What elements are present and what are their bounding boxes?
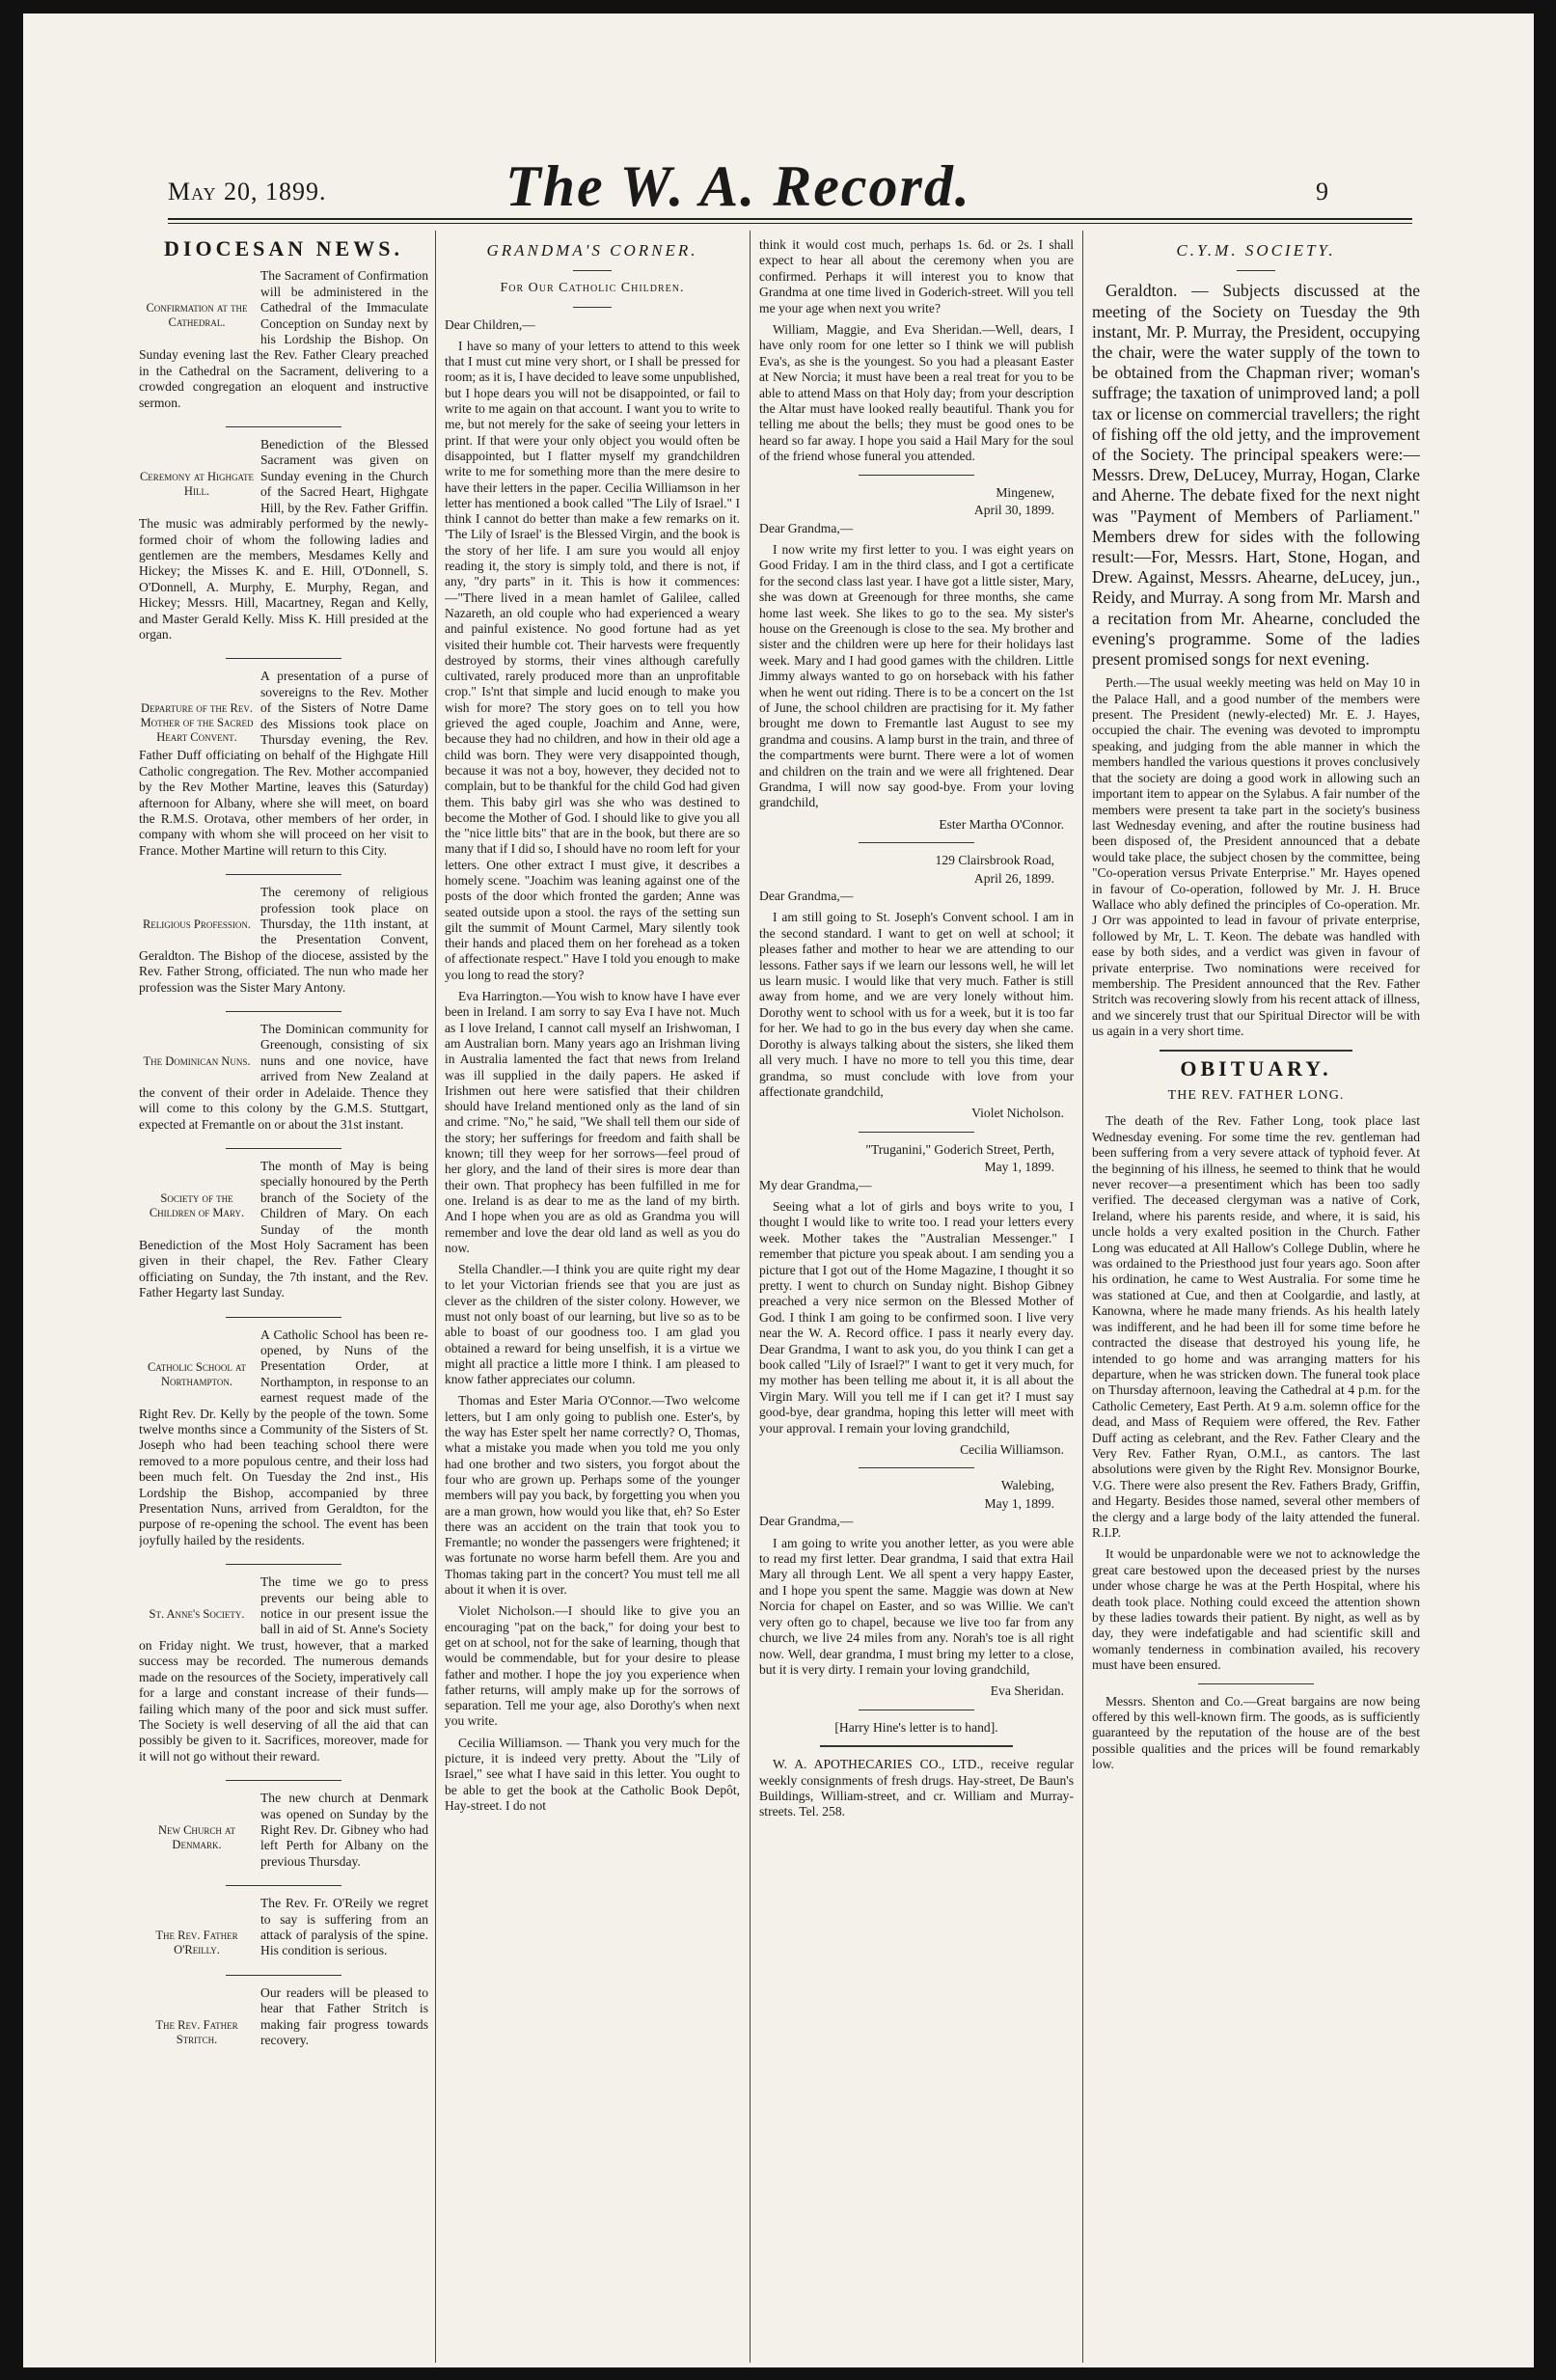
letter-date: May 1, 1899. xyxy=(984,1495,1054,1511)
paragraph: William, Maggie, and Eva Sheridan.—Well, dears, I have only room for one letter so I think we will publish Eva's, as she is the youngest. So you had a pleasant Easter at New Norcia; it must have been a real treat for you to be able to attend Mass on that Holy day; from your description the Altar must have looked really beautiful. Thank you for telling me about the bells; they must be good ones to be heard so far away. I hope you said a Hail Mary for the soul of the friend whose funeral you attended. xyxy=(759,322,1074,464)
side-heading: Confirmation at the Cathedral. xyxy=(146,301,248,330)
separator xyxy=(859,1132,974,1133)
editor-note: [Harry Hine's letter is to hand]. xyxy=(834,1719,998,1735)
column-cym-society xyxy=(1092,237,1420,2360)
separator xyxy=(226,1564,341,1565)
letter xyxy=(759,485,1074,834)
column-divider xyxy=(1082,231,1083,2363)
news-item xyxy=(139,1574,428,1770)
paragraph: Thomas and Ester Maria O'Connor.—Two welcome letters, but I am only going to publish one. Ester's, by the way has Ester spelt her name correctly? O, Thomas, what a mistake you made when you told me you only had one brother and two sisters, you forgot about the four who are grown up. Perhaps some of the younger members will pay you back, by forgetting you when you are a man grown, how would you like that, eh? So Ester there was an accident on the train that took you to Fremantle; no wonder the passengers were frightened; it was fortunate no worse harm befell them. Are you and Thomas taking part in the concert? You must tell me all about it when it is over. xyxy=(445,1393,740,1598)
side-heading: Departure of the Rev. Mother of the Sacred Heart Convent. xyxy=(140,701,254,745)
side-heading: Catholic School at Northampton. xyxy=(147,1359,247,1388)
letter-salutation: Dear Grandma,— xyxy=(759,1514,854,1529)
separator xyxy=(573,307,612,308)
letter-date: May 1, 1899. xyxy=(984,1160,1054,1175)
page-number: 9 xyxy=(1316,178,1328,205)
news-text: The Dominican community for Greenough, consisting of six nuns and one novice, have arrived from New Zealand at the convent of their order in Adelaide. Thence they will come to this colony by the G.M.S. Stuttgart, expected at Fremantle on or about the 31st instant. xyxy=(139,1022,428,1132)
side-heading: Society of the Children of Mary. xyxy=(149,1190,245,1219)
separator xyxy=(226,1780,341,1781)
news-text: The new church at Denmark was opened on Sunday by the Right Rev. Dr. Gibney who had left Perth for Albany on the previous Thursday. xyxy=(260,1791,428,1869)
separator xyxy=(1237,270,1275,271)
separator xyxy=(226,1148,341,1149)
news-item xyxy=(139,669,428,864)
section-subheading: For Our Catholic Children. xyxy=(500,281,685,296)
paragraph: Perth.—The usual weekly meeting was held on May 10 in the Palace Hall, and a good number of the members were present. The President (newly-elected) Mr. E. J. Hayes, occupied the chair. The evening was devoted to impromptu speaking, and judging from the able manner in which the members handled the various questions it proves conclusively that the society are doing a good work in allowing such an important item to appear on the Sylabus. A fair number of the members were present ta take part in the society's business last Wednesday evening, and after the routine business had been disposed of, the President announced that a debate would take place, the subject chosen by the committee, being "Co-operation versus Private Enterprise." Mr. Hayes opened in favour of Co-operation, followed by Mr. J. H. Bruce Wallace who ably defined the principles of Co-operation. Mr. J Orr was appointed to lead in favour of private enterprise, followed by Mr, L. T. Keon. The debate was handled with ease by both sides, and a verdict was given in favour of private enterprise. Two nominations were received for membership. The President announced that the Rev. Father Stritch was recovering slowly from his recent attack of illness, and we sincerely trust that our Spiritual Director will be with us again in a very short time. xyxy=(1092,675,1420,1039)
letter-body: I am still going to St. Joseph's Convent school. I am in the second standard. I want to get on well at school; it pleases father and mother to hear we are attending to our lessons. Father says if we learn our lessons well, he will let us learn music. I would like that very much. Father is still away from home, and we are very lonely without him. Dorothy went to school with us for a week, but it is too far for her. We had to go in the bus every day when she came. Dorothy is always talking about the sisters, she liked them all very much. I have no more to tell you this time, dear grandma, so must conclude with love from your affectionate grandchild, xyxy=(759,910,1074,1099)
separator xyxy=(573,270,612,271)
side-heading: New Church at Denmark. xyxy=(157,1823,236,1852)
side-heading: The Rev. Father O'Reilly. xyxy=(155,1929,238,1957)
advertisement: Messrs. Shenton and Co.—Great bargains are now being offered by this well-known firm. The goods, as is sufficiently guaranteed by the reputation of the house are of the best possible qualities and the prices will be found remarkably low. xyxy=(1092,1693,1420,1772)
letter-place: Walebing, xyxy=(1000,1478,1054,1493)
column-divider xyxy=(435,231,436,2363)
header-rule xyxy=(168,218,1412,220)
section-heading: C.Y.M. SOCIETY. xyxy=(1176,241,1336,260)
news-text: The month of May is being specially honoured by the Perth branch of the Society of the Children of Mary. On each Sunday of the month Benediction of the Most Holy Sacrament has been given in their chapel, the Rev. Father Cleary officiating on Sunday, the 7th instant, and the Rev. Father Hegarty last Sunday. xyxy=(139,1158,428,1300)
news-item xyxy=(139,1327,428,1555)
letter xyxy=(759,853,1074,1122)
letter-date: April 26, 1899. xyxy=(973,870,1054,886)
news-item xyxy=(139,1791,428,1875)
letter-signature: Cecilia Williamson. xyxy=(960,1442,1064,1458)
separator xyxy=(226,874,341,875)
side-heading: The Rev. Father Stritch. xyxy=(155,2017,238,2046)
side-heading: The Dominican Nuns. xyxy=(143,1054,251,1069)
separator xyxy=(859,842,974,843)
letter-signature: Ester Martha O'Connor. xyxy=(939,816,1064,832)
side-heading: Ceremony at Highgate Hill. xyxy=(139,470,255,499)
letter-signature: Violet Nicholson. xyxy=(971,1106,1064,1121)
paragraph: Stella Chandler.—I think you are quite right my dear to let your Victorian friends see that you are just as clever as the children of the sister colony. However, we must not only boast of our learning, but live so as to be able to boast of our goodness too. I am glad you obtained a reward for being unselfish, it is a virtue we might all practice a little more I think. I am pleased to know father appreciates our column. xyxy=(445,1262,740,1387)
letter-salutation: My dear Grandma,— xyxy=(759,1177,872,1192)
separator xyxy=(859,475,974,476)
letter-salutation: Dear Grandma,— xyxy=(759,889,854,904)
header-rule-thin xyxy=(168,223,1412,224)
salutation: Dear Children,— xyxy=(445,316,535,332)
paragraph: Violet Nicholson.—I should like to give you an encouraging "pat on the back," for doing your best to get on at school, not for the sake of learning, though that would be commendable, but for your desire to please father and mother. I hope the joy you experience when father returns, will amply make up for the sorrows of separation. Tell me your age, also Dorothy's when next you write. xyxy=(445,1603,740,1729)
news-item xyxy=(139,1985,428,2055)
news-item xyxy=(139,1896,428,1965)
side-heading: Religious Profession. xyxy=(142,917,252,932)
column-letters xyxy=(759,237,1074,2360)
letter-body: I now write my first letter to you. I was eight years on Good Friday. I am in the third class, and I got a certificate for the second class last year. I have got a little sister, Mary, she was down at Greenough for three months, she came home last week. She likes to go to the sea. My sister's house on the Greenough is close to the sea. My brother and sister and the children were up here for their holidays last week. Mary and I had good games with the children. Little Jimmy always wanted to go on horseback with his father when he went out riding. There is to be a concert on the 1st of June, the school children are practising for it. My father brought me down to Fremantle last August to see my grandma and cousins. A lamp burst in the train, and three of the compartments were burnt. There were a lot of women and children on the train and we were all frightened. Dear Grandma, I will now say good-bye. From your loving grandchild, xyxy=(759,541,1074,810)
column-divider xyxy=(750,231,751,2363)
news-text: The time we go to press prevents our being able to notice in our present issue the ball in aid of St. Anne's Society on Friday night. We trust, however, that a marked success may be recorded. The numerous demands made on the resources of the Society, imperatively call for a large and constant increase of their funds—failing which many of the poor and sick must suffer. The Society is well deserving of all the aid that can possibly be given to it. Sacrifices, moreover, made for it will not go without their reward. xyxy=(139,1574,428,1764)
advertisement: W. A. APOTHECARIES CO., LTD., receive regular weekly consignments of fresh drugs. Hay-street, De Baun's Buildings, William-street, and cr. William and Murray-streets. Tel. 258. xyxy=(759,1757,1074,1819)
newspaper-page xyxy=(23,14,1534,2367)
news-text: A presentation of a purse of sovereigns to the Rev. Mother of the Sisters of Notre Dame des Missions took place on Thursday evening, the Rev. Father Duff officiating on behalf of the Highgate Hill Catholic congregation. The Rev. Mother accompanied by the Rev Mother Martine, leaves this (Saturday) afternoon for Albany, where she will meet, on board the R.M.S. Orotava, other members of her order, in company with whom she will proceed on her visit to France. Mother Martine will return to this City. xyxy=(139,669,428,858)
news-item xyxy=(139,1022,428,1138)
separator-thick xyxy=(1160,1050,1352,1052)
news-text: The Sacrament of Confirmation will be administered in the Cathedral of the Immaculate Conception on Sunday next by his Lordship the Bishop. On Sunday evening last the Rev. Father Cleary preached in the Cathedral on the Sacrament, delivering to a crowded congregation an eloquent and instructive sermon. xyxy=(139,268,428,410)
news-item xyxy=(139,268,428,417)
letter-body: I am going to write you another letter, as you were able to read my first letter. Dear grandma, I said that extra Hail Mary all through Lent. We all spent a very happy Easter, and I hope you spent the same. Maggie was down at New Norcia for chapel on Easter, and so was Willie. We can't very often go to chapel, because we live too far from any church, we live 24 miles from any. Norah's toe is all right now. Well, dear grandma, I must bring my letter to a close, but it is very dirty. I remain your loving grandchild, xyxy=(759,1535,1074,1677)
letter-salutation: Dear Grandma,— xyxy=(759,520,854,535)
news-item xyxy=(139,437,428,648)
news-text: Our readers will be pleased to hear that Father Stritch is making fair progress towards recovery. xyxy=(260,1984,428,2047)
letter-place: 129 Clairsbrook Road, xyxy=(935,853,1054,868)
paragraph: think it would cost much, perhaps 1s. 6d. or 2s. I shall expect to hear all about the ceremony when you are confirmed. Perhaps it will interest you to know that Grandma at one time lived in Goderich-street. Will you tell me your age when next you write? xyxy=(759,237,1074,315)
paragraph: Cecilia Williamson. — Thank you very much for the picture, it is indeed very pretty. About the "Lily of Israel," see what I have said in this letter. You ought to be able to get the book at the Catholic Book Depôt, Hay-street. I do not xyxy=(445,1735,740,1813)
section-heading: DIOCESAN NEWS. xyxy=(164,237,403,260)
issue-date: May 20, 1899. xyxy=(168,178,327,205)
section-heading: GRANDMA'S CORNER. xyxy=(486,241,698,260)
paragraph: Eva Harrington.—You wish to know have I have ever been in Ireland. I am sorry to say Eva I have not. Much as I love Ireland, I cannot call myself an Irishwoman, I am Australian born. Many years ago an Irishman living in Australia lamented the fact that news from Ireland was ill supplied in the daily papers. He asked if Irishmen out here were satisfied that their children should have Ireland mentioned only as the land of sin and crime. "No," he said, "We shall tell them our side of the story; her sufferings for freedom and faith shall be known; till they weep for her sorrows—feel proud of her glory, and the land of their sires is more dear than their own. That prophecy has been fulfilled in me for one. Ireland is as dear to me as the land of my birth. And I hope when you are as old as Grandma you will remember and love the dear old land as well as you do now. xyxy=(445,989,740,1255)
letter xyxy=(759,1142,1074,1459)
column-diocesan-news xyxy=(139,237,428,2360)
news-item xyxy=(139,885,428,1001)
side-heading: St. Anne's Society. xyxy=(149,1607,245,1622)
separator xyxy=(226,1317,341,1318)
separator-thick xyxy=(820,1745,1013,1747)
separator xyxy=(226,1885,341,1886)
paragraph: It would be unpardonable were we not to acknowledge the great care bestowed upon the deceased priest by the nurses under whose charge he was at the Perth Hospital, where his death took place. Nothing could exceed the attention shown by these ladies towards their patient. By night, as well as by day, they were indefatigable and had scientific skill and womanly tenderness in combination availed, his recovery must have been ensured. xyxy=(1092,1546,1420,1673)
separator xyxy=(226,426,341,427)
letter-date: April 30, 1899. xyxy=(973,503,1054,518)
section-subheading: THE REV. FATHER LONG. xyxy=(1167,1088,1345,1104)
column-grandmas-corner xyxy=(445,237,740,2360)
news-text: The Rev. Fr. O'Reily we regret to say is suffering from an attack of paralysis of the spine. His condition is serious. xyxy=(260,1896,428,1958)
separator xyxy=(226,1975,341,1976)
separator xyxy=(859,1467,974,1468)
paragraph: I have so many of your letters to attend to this week that I must cut mine very short, or I shall be pressed for room; as it is, I have decided to leave some unpublished, but I hope dears you will not be disappointed, or fail to write to me again on that account. I want you to write to me, but not merely for the sake of seeing your letters in print. If that were your only object you would often be disappointed, but I flatter myself my grandchildren write to me for something more than the mere desire to have their letters in the paper. Cecilia Williamson in her letter has mentioned a book called "The Lily of Israel." I think I cannot do better than make a few remarks on it. 'The Lily of Israel' is the Blessed Virgin, and the book is the story of her life. I am sure you would all enjoy reading it, the story is simply told, and there is not, if any, "dry parts" in it. This is how it commences:—"There lived in a mean hamlet of Galilee, called Nazareth, an old couple who had experienced a weary and painful existence. No good fortune had as yet visited their humble cot. Their harvests were frequently destroyed by storms, their vines although carefully cultivated, rarely produced more than an unprofitable crop." Is'nt that simple and lucid enough to make you wish for more? The story goes on to tell you how grieved the aged couple, Joachim and Anne, were, because they had no children, and how in their old age a child was born. They were very disappointed though, because it was not a boy, however, they decided not to complain, but to be thankful for the child God had given them. This baby girl was she who was destined to become the Mother of God. I should like to give you all the "nice little bits" that are in the book, but there are so many that if I did so, I should have no room left for your letters. One other extract I must give, it describes a homely scene. "Joachim was leaning against one of the posts of the door which fronted the garden; Anne was seated outside upon a stool. the rays of the setting sun gilt the summit of Mount Carmel, Mary silently took their hands and placed them on her forehead as a token of affectionate respect." Have I told you enough to make you long to read the story? xyxy=(445,338,740,982)
letter-place: Mingenew, xyxy=(996,484,1054,500)
section-heading: OBITUARY. xyxy=(1180,1055,1332,1081)
letter xyxy=(759,1478,1074,1699)
separator xyxy=(1198,1683,1314,1684)
letter-place: "Truganini," Goderich Street, Perth, xyxy=(865,1141,1054,1157)
news-text: A Catholic School has been re-opened, by Nuns of the Presentation Order, at Northampton, in response to an earnest request made of the Right Rev. Dr. Kelly by the people of the town. Some twelve months since a Community of the Sisters of St. Joseph who had been teaching school there were removed to a more populous centre, and their loss had been much felt. On Tuesday the 2nd inst., His Lordship the Bishop, accompanied by three Presentation Nuns, arrived from Geraldton, for the purpose of re-opening the school. The event has been joyfully hailed by the residents. xyxy=(139,1327,428,1547)
masthead-title: The W. A. Record. xyxy=(505,154,971,218)
separator xyxy=(226,1011,341,1012)
paragraph: The death of the Rev. Father Long, took place last Wednesday evening. For some time the rev. gentleman had been suffering from a very severe attack of typhoid fever. At the beginning of his illness, he seemed to think that he would never recover—a presentiment which has been too sadly verified. The deceased clergyman was a native of Cork, Ireland, where his parents reside, and where, it is said, his uncle holds a very exalted position in the Church. Father Long was educated at All Hallow's College Dublin, where he was ordained to the Priesthood just four years ago. Soon after his ordination, he came to West Australia. For some time he was stationed at Cue, and then at Coolgardie, and lastly, at Kanowna, where he made many friends. As his health lately was indifferent, and he had been ill for some time before he contracted the disease that destroyed his young life, he intended to go home and was arranging matters for his departure, when he was stricken down. The funeral took place on Thursday afternoon, leaving the Cathedral at 4 p.m. for the Catholic Cemetery, East Perth. At 9 a.m. solemn office for the dead, and Mass of Requiem were offered, the Rev. Father Duff acting as celebrant, and the Rev. Father Cleary and the Very Rev. Father Ryan, O.M.I., as cantors. The last absolutions were given by the Right Rev. Monsignor Bourke, V.G. There were also present the Rev. Fathers Brady, Griffin, and Hegarty. Besides those named, several other members of the clergy and a large body of the laity attended the funeral. R.I.P. xyxy=(1092,1113,1420,1540)
letter-body: Seeing what a lot of girls and boys write to you, I thought I would like to write too. I read your letters every week. Mother takes the "Australian Messenger." I remember that picture you speak about. I am sending you a picture that I got out of the Home Magazine, I thought it so pretty. I went to church on Sunday night. Bishop Gibney preached a very nice sermon on the Blessed Mother of God. I think I am going to be confirmed soon. I live very near the W. A. Record office. I pass it nearly every day. Dear Grandma, I want to ask you, do you think I can get a book called "Lily of Israel?" I want to get it very much, for my mother has been telling me about it, it is all about the Virgin Mary. Will you tell me if I can get it? I must say good-bye, dear grandma, hoping this letter will meet with your approval. I remain your loving grandchild, xyxy=(759,1198,1074,1436)
news-item xyxy=(139,1159,428,1307)
paragraph: Geraldton. — Subjects discussed at the meeting of the Society on Tuesday the 9th instant, Mr. P. Murray, the President, occupying the chair, were the water supply of the town to be obtained from the Chapman river; woman's suffrage; the taxation of unimproved land; a poll tax or license on commercial travellers; the right of fishing off the old jetty, and the improvement of the Society. The principal speakers were:—Messrs. Drew, DeLucey, Murray, Hogan, Clarke and Aherne. The debate fixed for the next night was "Payment of Members of Parliament." Members drew for sides with the following result:—For, Messrs. Hart, Stone, Hogan, and Drew. Against, Messrs. Ahearne, deLucey, jun., Reidy, and Murray. A song from Mr. Marsh and a recitation from Mr. Ahearne, concluded the evening's programme. Some of the ladies present promised songs for next evening. xyxy=(1092,281,1420,670)
separator xyxy=(226,658,341,659)
news-text: The ceremony of religious profession took place on Thursday, the 11th instant, at the Presentation Convent, Geraldton. The Bishop of the diocese, assisted by the Rev. Father Strong, officiated. The nun who made her profession was the Sister Mary Antony. xyxy=(139,885,428,995)
letter-signature: Eva Sheridan. xyxy=(990,1683,1064,1699)
news-text: Benediction of the Blessed Sacrament was given on Sunday evening in the Church of the Sacred Heart, Highgate Hill, by the Rev. Father Griffin. The music was admirably performed by the newly-formed choir of whom the following ladies and gentlemen are the members, Mesdames Kelly and Hickey; the Misses K. and E. Hill, O'Donnell, S. O'Donnell, A. Murphy, E. Murphy, Regan, and Hickey; Messrs. Hill, Macartney, Regan and Kelly, and Master Gerald Kelly. Miss K. Hill presided at the organ. xyxy=(139,437,428,642)
